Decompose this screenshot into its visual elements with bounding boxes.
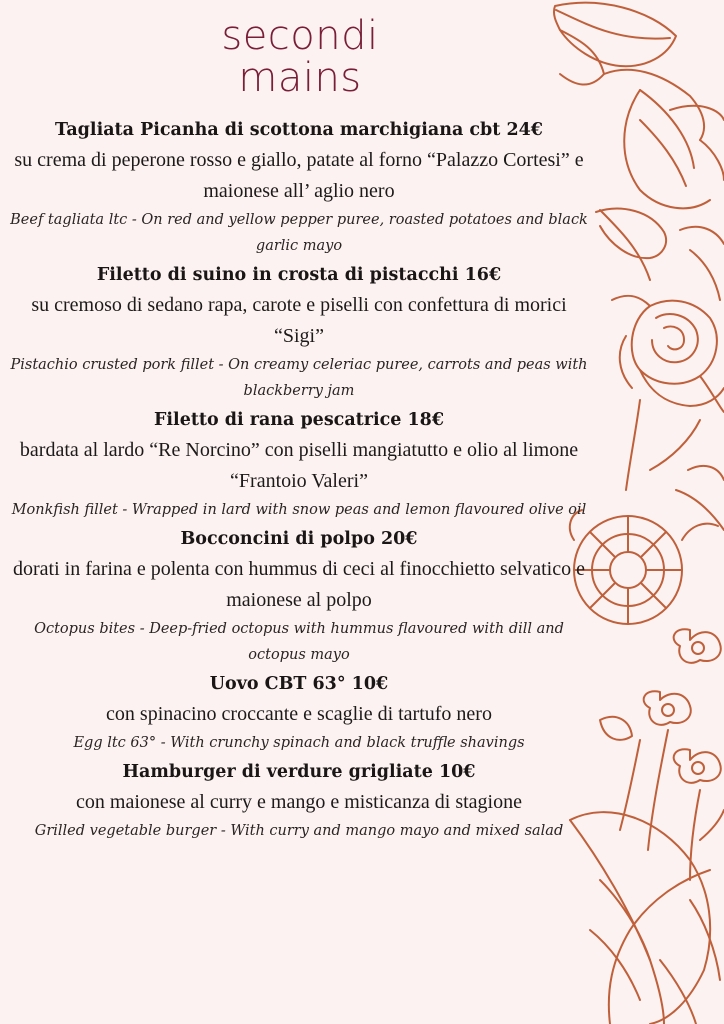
dish-name: Filetto di suino in crosta di pistacchi 16€ [96, 265, 502, 285]
dish-description-english: Grilled vegetable burger - With curry and mango mayo and mixed salad [34, 823, 564, 839]
dish-item [0, 406, 598, 525]
dish-description-english: Pistachio crusted pork fillet - On creamy celeriac puree, carrots and peas with blackberry jam [10, 357, 588, 399]
dish-name: Uovo CBT 63° 10€ [209, 674, 389, 694]
dish-description-english: Egg ltc 63° - With crunchy spinach and black truffle shavings [73, 735, 525, 751]
dish-name: Tagliata Picanha di scottona marchigiana cbt 24€ [55, 120, 543, 140]
dish-description-italian: dorati in farina e polenta con hummus di ceci al finocchietto selvatico e maionese al polpo [12, 558, 585, 611]
dish-item [0, 525, 598, 670]
dish-description-italian: bardata al lardo “Re Norcino” con piselli mangiatutto e olio al limone “Frantoio Valeri” [19, 439, 579, 492]
dish-item [0, 116, 598, 261]
dish-description-italian: con spinacino croccante e scaglie di tartufo nero [106, 703, 492, 725]
dish-name: Hamburger di verdure grigliate 10€ [122, 762, 476, 782]
dish-description-english: Beef tagliata ltc - On red and yellow pepper puree, roasted potatoes and black garlic mayo [10, 212, 588, 254]
dish-item [0, 670, 598, 758]
dish-name: Bocconcini di polpo 20€ [180, 529, 418, 549]
dishes-list [0, 116, 598, 846]
dish-description-english: Octopus bites - Deep-fried octopus with hummus flavoured with dill and octopus mayo [34, 621, 564, 663]
dish-description-english: Monkfish fillet - Wrapped in lard with snow peas and lemon flavoured olive oil [11, 502, 587, 518]
dish-description-italian: su cremoso di sedano rapa, carote e piselli con confettura di morici “Sigi” [31, 294, 567, 347]
dish-description-italian: su crema di peperone rosso e giallo, patate al forno “Palazzo Cortesi” e maionese all’ aglio nero [14, 149, 584, 202]
dish-name: Filetto di rana pescatrice 18€ [153, 410, 445, 430]
menu-title-italian: secondi [221, 13, 379, 59]
dish-item [0, 758, 598, 846]
dish-description-italian: con maionese al curry e mango e misticanza di stagione [76, 791, 522, 813]
dish-item [0, 261, 598, 406]
menu-title-english: mains [238, 55, 362, 101]
